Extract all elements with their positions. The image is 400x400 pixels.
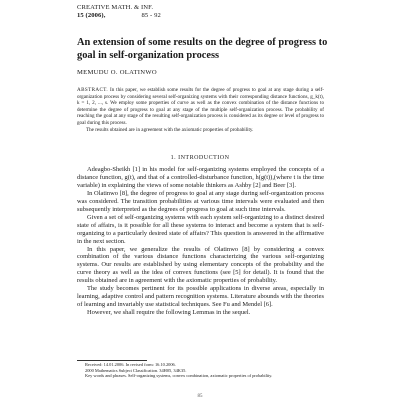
abstract (77, 87, 324, 134)
paragraph: However, we shall require the following Lemmas in the sequel. (87, 309, 251, 317)
journal-name: CREATIVE MATH. & INF. (77, 4, 154, 11)
abstract-note: The results obtained are in agreement with the axiomatic properties of probability. (86, 127, 254, 134)
footnote-received: Received: 14.01.2006. In revised form: 16.10.2006. (85, 362, 176, 367)
footnote-divider (77, 360, 147, 361)
body-text (77, 166, 324, 317)
journal-volume: 15 (2006), (77, 12, 106, 19)
footnotes (77, 362, 324, 379)
footnote-classification: 2000 Mathematics Subject Classification. 34H05, 34K35. (85, 367, 187, 373)
section-heading: 1. INTRODUCTION (170, 155, 230, 161)
author-name: MEMUDU O. OLATINWO (77, 69, 157, 76)
abstract-text: In this paper, we establish some results for the degree of progress to goal at any stage during a self-organization process by considering several self-organizing systems with their corresponding distance functions, g_k(t), k = 1, 2, ..., s. We employ some properties of curve as well as the convex combination of the distance functions to determine the degree of progress to goal at any stage of the multiple self-organization process. The probability of reaching the goal at any stage of the resulting self-organization process is considered as its degree or level of progress to goal during this process. (77, 87, 324, 126)
paragraph: In Olatinwo [8], the degree of progress to goal at any stage during self-organization process was considered. The transition probabilities at various time intervals were evaluated and then subsequently interpreted as the degrees of progress to goal at such time intervals. (77, 189, 324, 213)
paragraph: Given a set of self-organizing systems with each system self-organizing to a distinct desired state of affairs, is it possible for all these systems to interact and become a system that is self-organizing to a particularly desired state of affairs? This question is answered in the affirmative in the next section. (77, 213, 324, 245)
paragraph: The study becomes pertinent for its possible applications in diverse areas, especially in learning, adaptive control and pattern recognition systems. Literature abounds with the theories of learning and invariably use statistical techniques. See Fu and Mendel [6]. (77, 285, 324, 309)
paragraph: Adeagbo-Sheikh [1] in his model for self-organizing systems employed the concepts of a distance function, g(t), and that of a controlled-disturbance function, h(g(t)),(where t is the time variable) in explaining the views of some notable thinkers as Ashby [2] and Beer [3]. (77, 166, 324, 189)
paragraph: In this paper, we generalize the results of Olatinwo [8] by considering a convex combination of the various distance functions characterizing the various self-organizing systems. Our results are established by using elementary concepts of the probability and the curve theory as well as the idea of convex functions (see [5] for detail). It is found that the results obtained are in agreement with the axiomatic properties of probability. (77, 245, 324, 285)
journal-volume-line (77, 12, 161, 20)
journal-header (77, 4, 161, 20)
paper-title: An extension of some results on the degree of progress to goal in self-organization process (77, 37, 328, 61)
page-number: 85 (197, 394, 203, 399)
journal-pages: 85 - 92 (141, 12, 161, 19)
abstract-label: ABSTRACT. (77, 87, 109, 93)
footnote-keywords: Key words and phrases. Self-organizing systems, convex combination, axiomatic properties of probability. (85, 373, 273, 379)
